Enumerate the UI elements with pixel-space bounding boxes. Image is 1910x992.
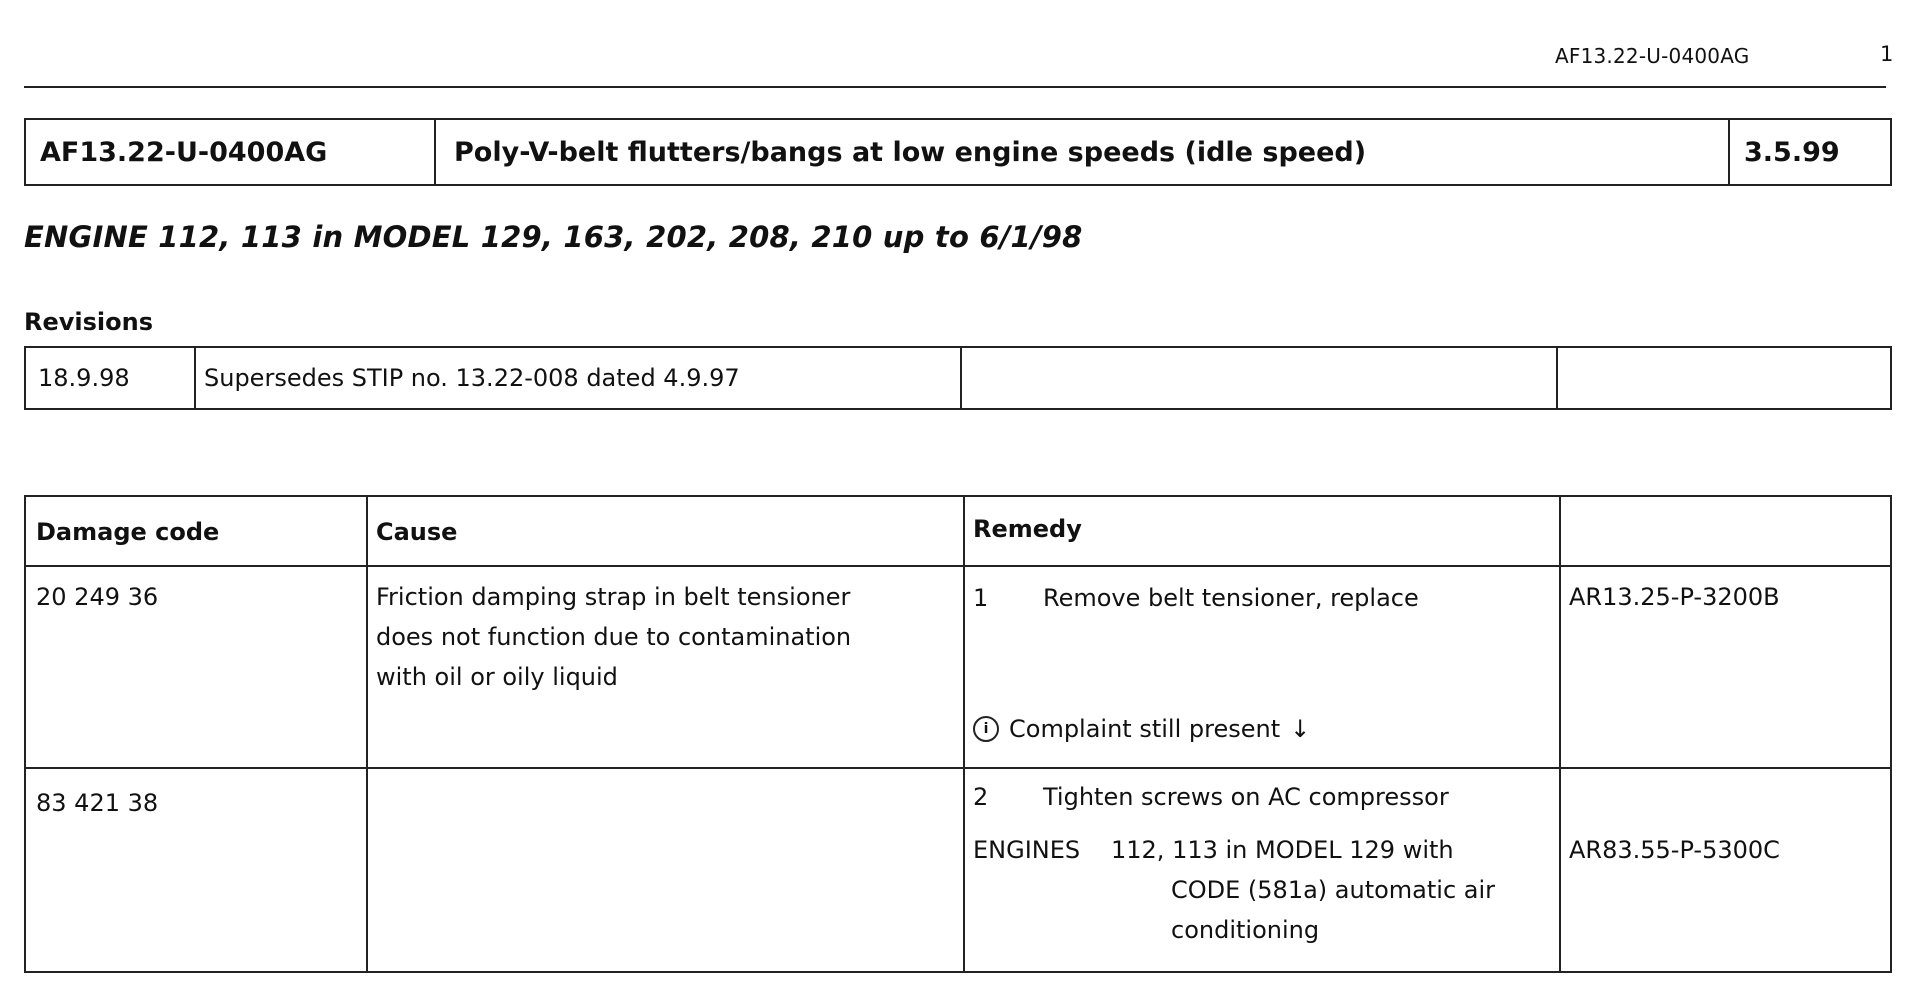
remedy-step-text: Remove belt tensioner, replace xyxy=(1043,584,1419,612)
row1-cause-line: does not function due to contamination xyxy=(376,623,852,651)
row-divider xyxy=(26,565,1890,567)
info-circle-icon: i xyxy=(973,716,999,742)
revision-date: 18.9.98 xyxy=(26,348,196,408)
row1-cause-line: with oil or oily liquid xyxy=(376,663,618,691)
header-divider xyxy=(24,86,1886,88)
damage-table xyxy=(24,495,1892,973)
header-remedy: Remedy xyxy=(973,515,1082,543)
row2-remedy xyxy=(973,783,1449,811)
revision-empty-cell xyxy=(1558,348,1890,408)
title-code: AF13.22-U-0400AG xyxy=(26,120,436,184)
row1-remedy xyxy=(973,584,1419,612)
revisions-heading: Revisions xyxy=(24,308,153,336)
complaint-text: Complaint still present xyxy=(1009,715,1281,743)
remedy-step-text: Tighten screws on AC compressor xyxy=(1043,783,1449,811)
column-divider xyxy=(1559,497,1561,971)
condition-line: 112, 113 in MODEL 129 with xyxy=(1111,836,1454,864)
revision-text: Supersedes STIP no. 13.22-008 dated 4.9.97 xyxy=(196,348,962,408)
condition-line: conditioning xyxy=(1171,916,1320,944)
row1-damage-code: 20 249 36 xyxy=(36,583,159,611)
row2-condition-label: ENGINES xyxy=(973,836,1081,864)
row-divider xyxy=(26,767,1890,769)
remedy-step-number: 2 xyxy=(973,783,989,811)
arrow-down-icon: ↓ xyxy=(1290,715,1311,743)
title-text: Poly-V-belt flutters/bangs at low engine speeds (idle speed) xyxy=(436,120,1730,184)
condition-line: CODE (581a) automatic air xyxy=(1171,876,1496,904)
page-number: 1 xyxy=(1880,42,1894,66)
column-divider xyxy=(366,497,368,971)
row2-damage-code: 83 421 38 xyxy=(36,789,159,817)
title-date: 3.5.99 xyxy=(1744,136,1840,168)
applicability-subtitle: ENGINE 112, 113 in MODEL 129, 163, 202, 208, 210 up to 6/1/98 xyxy=(24,220,1083,254)
remedy-step-number: 1 xyxy=(973,584,989,612)
revisions-table xyxy=(24,346,1892,410)
row2-reference: AR83.55-P-5300C xyxy=(1569,836,1780,864)
row2-condition xyxy=(1111,830,1551,950)
title-table xyxy=(24,118,1892,186)
row1-cause-line: Friction damping strap in belt tensioner xyxy=(376,583,851,611)
header-cause: Cause xyxy=(376,518,458,546)
row1-cause xyxy=(376,577,946,697)
row1-reference: AR13.25-P-3200B xyxy=(1569,583,1780,611)
header-doc-code: AF13.22-U-0400AG xyxy=(1555,44,1750,68)
column-divider xyxy=(963,497,965,971)
complaint-note xyxy=(973,715,1310,743)
revision-empty-cell xyxy=(962,348,1558,408)
header-damage-code: Damage code xyxy=(36,518,220,546)
